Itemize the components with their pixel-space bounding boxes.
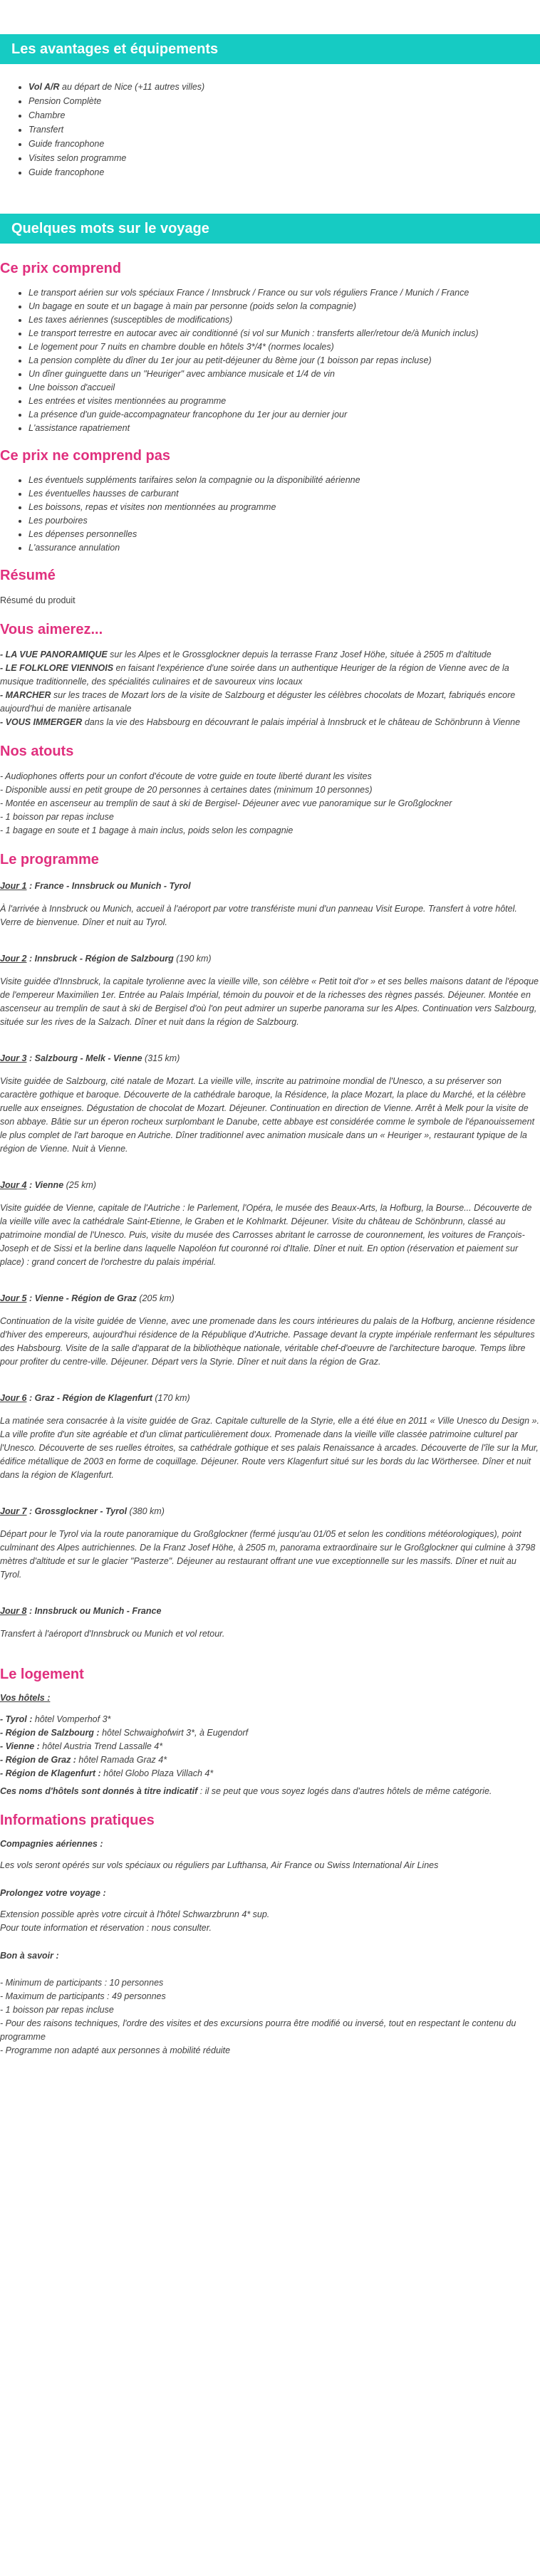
section-banner-advantages: Les avantages et équipements	[0, 34, 540, 64]
price-includes-item: • Le transport terrestre en autocar avec air conditionné (si vol sur Munich : transferts aller/retour de/à Munich inclus)	[28, 328, 540, 339]
day-gap	[0, 1369, 540, 1380]
accommodation-title: Le logement	[0, 1667, 84, 1682]
day-text: La matinée sera consacrée à la visite guidée de Graz. Capitale culturelle de la Styrie, elle a été élue en 2011 « Ville Unesco du Design ». La ville profite d'un site agréable et d'un climat particulièrement doux. Promenade dans la vieille ville classée patrimoine culturel par l'Unesco. Découverte de ses ruelles étroites, sa cathédrale gothique et ses palais Renaissance à arcades. Découverte de l'île sur la Mur, édifice métallique de 2003 en forme de coquillage. Déjeuner. Route vers Klagenfurt situé sur les bords du lac Wörthersee. Dîner et nuit dans la région de Klagenfurt.	[0, 1416, 539, 1480]
day-gap	[0, 1582, 540, 1593]
hotels-note-bold: Ces noms d'hôtels sont donnés à titre indicatif	[0, 1786, 198, 1796]
asset-item: - Disponible aussi en petit groupe de 20 personnes à certaines dates (minimum 10 personnes)	[0, 785, 373, 795]
price-excludes-item: • Les éventuelles hausses de carburant	[28, 488, 540, 499]
day-text: À l'arrivée à Innsbruck ou Munich, accueil à l'aéroport par votre transfériste muni d'un panneau Visit Europe. Transfert à votre hôtel. Verre de bienvenue. Dîner et nuit au Tyrol.	[0, 904, 517, 927]
feature-item-text: au départ de Nice (+11 autres villes)	[59, 82, 205, 92]
day-distance: (190 km)	[173, 954, 212, 964]
asset-item: - 1 boisson par repas incluse	[0, 812, 114, 822]
day-number: Jour 2	[0, 954, 27, 964]
extend-trip-line: Pour toute information et réservation : nous consulter.	[0, 1923, 212, 1933]
price-includes-item: • Les entrées et visites mentionnées au programme	[28, 395, 540, 407]
good-to-know-line: - 1 boisson par repas incluse	[0, 2005, 114, 2015]
day-distance: (380 km)	[127, 1506, 165, 1516]
day-number: Jour 1	[0, 881, 27, 891]
price-excludes-title: Ce prix ne comprend pas	[0, 448, 170, 464]
features-list	[0, 81, 540, 178]
hotel-item	[0, 1713, 540, 1726]
feature-item	[28, 152, 540, 164]
hotel-item	[0, 1767, 540, 1780]
feature-item	[28, 167, 540, 178]
you-will-like-item-text: dans la vie des Habsbourg en découvrant le palais impérial à Innsbruck et le château de Schönbrunn à Vienne	[82, 717, 521, 727]
you-will-like-item-bold: - LA VUE PANORAMIQUE	[0, 650, 108, 659]
feature-item-bold: Vol A/R	[28, 82, 60, 92]
feature-item-text: Pension Complète	[28, 96, 102, 106]
extend-trip-lines	[0, 1908, 540, 1935]
hotels-note-rest: : il se peut que vous soyez logés dans d'autres hôtels de même catégorie.	[197, 1786, 492, 1796]
feature-item	[28, 81, 540, 93]
day-text: Visite guidée de Salzbourg, cité natale de Mozart. La vieille ville, inscrite au patrimoine mondial de l'Unesco, a su préserver son caractère gothique et baroque. Découverte de la cathédrale baroque, la Résidence, la place Mozart, la place du Marché, et la célèbre ruelle aux enseignes. Dégustation de chocolat de Mozart. Déjeuner. Continuation en direction de Vienne. Arrêt à Melk pour la visite de son abbaye. Bâtie sur un éperon rocheux surplombant le Danube, cette abbaye est considérée comme le symbole de l'épanouissement le plus complet de l'art baroque en Autriche. Dîner traditionnel avec animation musicale dans un « Heuriger », restaurant typique de la région de Vienne. Nuit à Vienne.	[0, 1076, 535, 1154]
programme-title: Le programme	[0, 852, 99, 867]
price-includes-item: • La présence d'un guide-accompagnateur francophone du 1er jour au dernier jour	[28, 409, 540, 420]
day-name: : Innsbruck - Région de Salzbourg	[26, 954, 174, 964]
good-to-know-line: - Maximum de participants : 49 personnes	[0, 1991, 166, 2001]
day-name: : France - Innsbruck ou Munich - Tyrol	[26, 881, 191, 891]
day-gap	[0, 1029, 540, 1041]
price-includes-item: • Les taxes aériennes (susceptibles de modifications)	[28, 314, 540, 325]
day-distance: (170 km)	[152, 1393, 190, 1403]
day-name: : Grossglockner - Tyrol	[26, 1506, 128, 1516]
day-name: : Vienne	[26, 1180, 64, 1190]
hotel-name: hôtel Austria Trend Lassalle 4*	[39, 1741, 163, 1751]
good-to-know-line: - Minimum de participants : 10 personnes	[0, 1978, 164, 1988]
day-number: Jour 4	[0, 1180, 27, 1190]
price-includes-item: • L'assistance rapatriement	[28, 422, 540, 434]
asset-item: - Montée en ascenseur au tremplin de saut à ski de Bergisel- Déjeuner avec vue panoramique sur le Großglockner	[0, 798, 452, 808]
day-number: Jour 3	[0, 1053, 27, 1063]
day-gap	[0, 1641, 540, 1652]
airlines-title: Compagnies aériennes :	[0, 1839, 103, 1849]
day-distance: (25 km)	[63, 1180, 96, 1190]
good-to-know-line: - Pour des raisons techniques, l'ordre des visites et des excursions pourra être modifié ou inversé, tout en respectant le contenu du programme	[0, 2018, 516, 2042]
you-will-like-item-bold: - VOUS IMMERGER	[0, 717, 83, 727]
hotel-region: - Région de Graz :	[0, 1755, 76, 1765]
day-name: : Vienne - Région de Graz	[26, 1293, 137, 1303]
hotel-region: - Vienne :	[0, 1741, 40, 1751]
price-excludes-item: • Les boissons, repas et visites non mentionnées au programme	[28, 501, 540, 513]
day-gap	[0, 1482, 540, 1493]
day-title	[0, 1053, 540, 1063]
price-excludes-item: • Les éventuels suppléments tarifaires selon la compagnie ou la disponibilité aérienne	[28, 474, 540, 486]
hotels-note	[0, 1785, 540, 1798]
day-gap	[0, 929, 540, 941]
you-will-like-item-text: sur les Alpes et le Grossglockner depuis la terrasse Franz Josef Höhe, située à 2505 m d'altitude	[107, 650, 492, 659]
you-will-like-item	[0, 716, 540, 729]
feature-item	[28, 124, 540, 135]
section-banner-about-trip: Quelques mots sur le voyage	[0, 214, 540, 244]
extend-trip-title: Prolongez votre voyage :	[0, 1888, 106, 1898]
hotel-item	[0, 1740, 540, 1753]
day-distance: (315 km)	[142, 1053, 180, 1063]
summary-text: Résumé du produit	[0, 595, 76, 605]
price-includes-title: Ce prix comprend	[0, 261, 122, 276]
price-includes-item: • Un dîner guinguette dans un "Heuriger" avec ambiance musicale et 1/4 de vin	[28, 368, 540, 380]
day-text: Transfert à l'aéroport d'Innsbruck ou Munich et vol retour.	[0, 1629, 225, 1639]
you-will-like-item-text: sur les traces de Mozart lors de la visite de Salzbourg et déguster les célèbres chocolats de Mozart, fabriqués encore aujourd'hui de manière artisanale	[0, 690, 516, 714]
day-gap	[0, 1269, 540, 1281]
hotel-name: hôtel Globo Plaza Villach 4*	[100, 1768, 214, 1778]
day-number: Jour 8	[0, 1606, 27, 1616]
day-title	[0, 1506, 540, 1516]
day-name: : Salzbourg - Melk - Vienne	[26, 1053, 142, 1063]
price-includes-item: • La pension complète du dîner du 1er jour au petit-déjeuner du 8ème jour (1 boisson par repas incluse)	[28, 355, 540, 366]
price-includes-item: • Un bagage en soute et un bagage à main par personne (poids selon la compagnie)	[28, 301, 540, 312]
airlines-text: Les vols seront opérés sur vols spéciaux ou réguliers par Lufthansa, Air France ou Swiss International Air Lines	[0, 1860, 439, 1870]
you-will-like-item	[0, 662, 540, 689]
hotel-name: hôtel Schwaighofwirt 3*, à Eugendorf	[99, 1728, 249, 1738]
you-will-like-item-text: en faisant l'expérience d'une soirée dans un authentique Heuriger de la région de Vienne avec de la musique traditionnelle, des spécialités culinaires et de savoureux vins locaux	[0, 663, 509, 687]
programme-days	[0, 881, 540, 1652]
practical-info-title: Informations pratiques	[0, 1813, 155, 1828]
day-text: Visite guidée de Vienne, capitale de l'Autriche : le Parlement, l'Opéra, le musée des Beaux-Arts, la Hofburg, la Bourse... Découverte de la vieille ville avec la cathédrale Saint-Etienne, le Graben et le Kohlmarkt. Déjeuner. Visite du château de Schönbrunn, classé au patrimoine mondial de l'Unesco. Puis, visite du musée des Carrosses abritant le carrosse de couronnement, les voitures de François-Joseph et de Sissi et la berline dans laquelle Napoléon fut couronné roi d'Italie. Dîner et nuit. En option (réservation et paiement sur place) : grand concert de l'orchestre du palais impérial.	[0, 1203, 532, 1267]
day-title	[0, 1293, 540, 1303]
good-to-know-line: - Programme non adapté aux personnes à mobilité réduite	[0, 2045, 231, 2055]
feature-item-text: Guide francophone	[28, 167, 105, 177]
day-title	[0, 1180, 540, 1190]
day-number: Jour 7	[0, 1506, 27, 1516]
day-number: Jour 5	[0, 1293, 27, 1303]
hotel-item	[0, 1753, 540, 1767]
feature-item-text: Transfert	[28, 125, 64, 135]
our-assets-title: Nos atouts	[0, 744, 74, 759]
extend-trip-line: Extension possible après votre circuit à l'hôtel Schwarzbrunn 4* sup.	[0, 1909, 270, 1919]
price-excludes-list	[0, 474, 540, 553]
summary-title: Résumé	[0, 568, 56, 583]
feature-item	[28, 110, 540, 121]
feature-item	[28, 95, 540, 107]
day-text: Départ pour le Tyrol via la route panoramique du Großglockner (fermé jusqu'au 01/05 et selon les conditions météorologiques), point culminant des Alpes autrichiennes. De la Franz Josef Höhe, à 2505 m, panorama extraordinaire sur le Großglockner qui culmine à 3798 mètres d'altitude et sur le glacier "Pasterze". Déjeuner au restaurant offrant une vue exceptionnelle sur les massifs. Dîner et nuit au Tyrol.	[0, 1529, 536, 1580]
day-title	[0, 1393, 540, 1403]
you-will-like-item-bold: - MARCHER	[0, 690, 51, 700]
price-includes-item: • Une boisson d'accueil	[28, 382, 540, 393]
hotels-subtitle: Vos hôtels :	[0, 1693, 51, 1703]
feature-item-text: Chambre	[28, 110, 66, 120]
hotel-name: hôtel Ramada Graz 4*	[76, 1755, 167, 1765]
page	[0, 34, 540, 2058]
asset-item: - Audiophones offerts pour un confort d'écoute de votre guide en toute liberté durant les visites	[0, 771, 372, 781]
good-to-know-lines	[0, 1976, 540, 2058]
feature-item-text: Guide francophone	[28, 139, 105, 149]
hotel-region: - Région de Klagenfurt :	[0, 1768, 101, 1778]
hotels-list	[0, 1713, 540, 1780]
hotel-item	[0, 1726, 540, 1740]
asset-item: - 1 bagage en soute et 1 bagage à main inclus, poids selon les compagnie	[0, 825, 294, 835]
price-includes-item: • Le transport aérien sur vols spéciaux France / Innsbruck / France ou sur vols réguliers France / Munich / France	[28, 287, 540, 298]
good-to-know-title: Bon à savoir :	[0, 1951, 59, 1961]
you-will-like-item-bold: - LE FOLKLORE VIENNOIS	[0, 663, 114, 673]
trip-content	[0, 261, 540, 2058]
feature-item	[28, 138, 540, 150]
price-includes-item: • Le logement pour 7 nuits en chambre double en hôtels 3*/4* (normes locales)	[28, 341, 540, 353]
day-gap	[0, 1156, 540, 1167]
hotel-region: - Tyrol :	[0, 1714, 33, 1724]
you-will-like-list	[0, 648, 540, 729]
day-distance: (205 km)	[136, 1293, 175, 1303]
day-title	[0, 954, 540, 964]
day-number: Jour 6	[0, 1393, 27, 1403]
day-title	[0, 1606, 540, 1616]
day-title	[0, 881, 540, 891]
day-name: : Graz - Région de Klagenfurt	[26, 1393, 152, 1403]
price-excludes-item: • L'assurance annulation	[28, 542, 540, 553]
our-assets-list	[0, 770, 540, 838]
you-will-like-title: Vous aimerez...	[0, 622, 103, 637]
you-will-like-item	[0, 648, 540, 662]
hotel-region: - Région de Salzbourg :	[0, 1728, 100, 1738]
price-excludes-item: • Les dépenses personnelles	[28, 528, 540, 540]
day-text: Continuation de la visite guidée de Vienne, avec une promenade dans les cours intérieures du palais de la Hofburg, ancienne résidence d'hiver des empereurs, aujourd'hui résidence de la République d'Autriche. Passage devant la crypte impériale renfermant les sépultures des Habsbourg. Visite de la salle d'apparat de la bibliothèque nationale, véritable chef-d'oeuvre de l'architecture baroque. Temps libre pour profiter du centre-ville. Déjeuner. Départ vers la Styrie. Dîner et nuit dans la région de Graz.	[0, 1316, 535, 1367]
day-name: : Innsbruck ou Munich - France	[26, 1606, 162, 1616]
day-text: Visite guidée d'Innsbruck, la capitale tyrolienne avec la vieille ville, son célèbre « Petit toit d'or » et ses belles maisons datant de l'époque de l'empereur Maximilien 1er. Entrée au Palais Impérial, témoin du pouvoir et de la richesses des règnes passés. Déjeuner. Montée en ascenseur au tremplin de saut à ski de Bergisel d'où l'on peut admirer un superbe panorama sur les Alpes. Continuation vers Salzbourg, située sur les rives de la Salzach. Dîner et nuit dans la région de Salzbourg.	[0, 976, 539, 1027]
price-excludes-item: • Les pourboires	[28, 515, 540, 526]
hotel-name: hôtel Vomperhof 3*	[32, 1714, 111, 1724]
you-will-like-item	[0, 689, 540, 716]
feature-item-text: Visites selon programme	[28, 153, 127, 163]
price-includes-list	[0, 287, 540, 434]
